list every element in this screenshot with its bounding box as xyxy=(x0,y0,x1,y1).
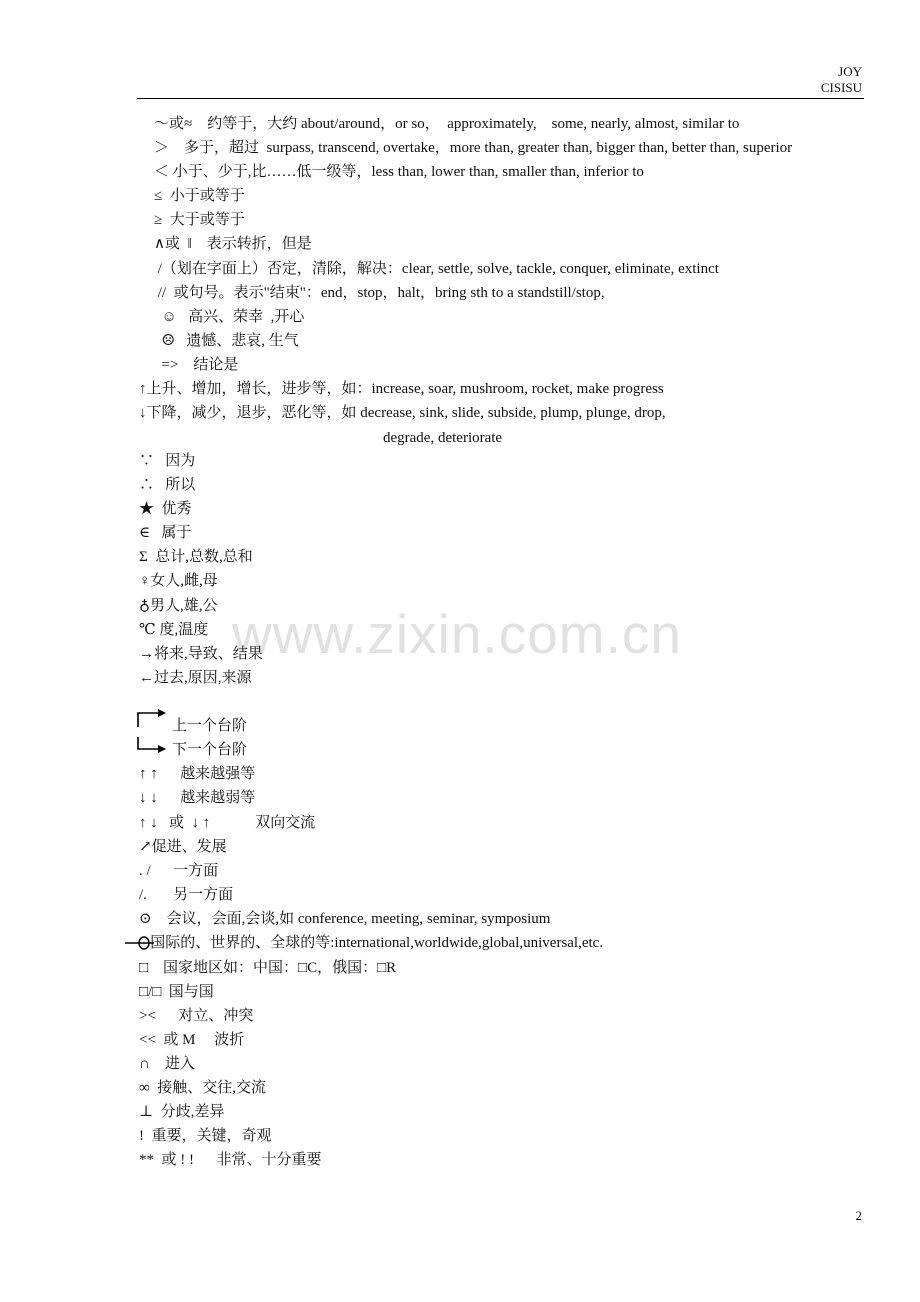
symbol-line: ♀女人,雌,母 xyxy=(139,573,218,589)
symbol-line: ** 或 ! ! 非常、十分重要 xyxy=(139,1152,322,1168)
symbol-line: ～或≈ 约等于，大约 about/around，or so， approximately, some, nearly, almost, similar to xyxy=(154,116,740,132)
symbol-line: ∞ 接触、交往,交流 xyxy=(139,1080,266,1096)
symbol-line: ＞ 多于，超过 surpass, transcend, overtake，more than, greater than, bigger than, better than, superior xyxy=(154,140,793,156)
symbol-line: ↑ ↓ 或 ↓ ↑ 双向交流 xyxy=(139,815,316,831)
symbol-line: ♁男人,雄,公 xyxy=(139,598,218,614)
step-up-arrow-icon xyxy=(136,708,170,728)
symbol-line: ↑ ↑ 越来越强等 xyxy=(139,766,256,782)
header-line-2: CISISU xyxy=(820,80,862,95)
symbol-line: 上一个台阶 xyxy=(172,718,248,734)
symbol-line: ↓ ↓ 越来越弱等 xyxy=(139,790,256,806)
symbol-line: ∩ 进入 xyxy=(139,1056,195,1072)
symbol-line: →将来,导致、结果 xyxy=(139,646,263,662)
symbol-line: degrade, deteriorate xyxy=(383,430,503,446)
header-line-1: JOY xyxy=(838,64,862,79)
symbol-line: /（划在字面上）否定，清除，解决：clear, settle, solve, tackle, conquer, eliminate, extinct xyxy=(154,261,719,277)
symbol-line: << 或 M 波折 xyxy=(139,1032,245,1048)
symbol-line: ←过去,原因,来源 xyxy=(139,670,252,686)
symbol-line: ℃ 度,温度 xyxy=(139,622,209,638)
symbol-line: // 或句号。表示"结束"：end，stop，halt，bring sth to a standstill/stop, xyxy=(154,285,605,301)
symbol-line: ∴ 所以 xyxy=(139,477,196,493)
symbol-line: ☹ 遗憾、悲哀, 生气 xyxy=(154,333,299,349)
symbol-line: ☺ 高兴、荣幸 ,开心 xyxy=(154,309,305,325)
symbol-line: /. 另一方面 xyxy=(139,887,234,903)
symbol-line: ≥ 大于或等于 xyxy=(154,212,245,228)
symbol-line: Σ 总计,总数,总和 xyxy=(139,549,253,565)
symbol-line: => 结论是 xyxy=(154,357,239,373)
symbol-line: ↗促进、发展 xyxy=(139,839,227,855)
symbol-line: ＜ 小于、少于,比……低一级等，less than, lower than, smaller than, inferior to xyxy=(154,164,644,180)
symbol-line: ↓下降，减少，退步，恶化等，如 decrease, sink, slide, subside, plump, plunge, drop, xyxy=(139,405,666,421)
symbol-line: ∈ 属于 xyxy=(139,525,192,541)
symbol-line: ★ 优秀 xyxy=(139,501,192,517)
symbol-line: ⊙ 会议，会面,会谈,如 conference, meeting, seminar, symposium xyxy=(139,911,551,927)
header-rule xyxy=(137,98,864,99)
symbol-line: □/□ 国与国 xyxy=(139,984,214,1000)
symbol-line: ∧或 ‖ 表示转折，但是 xyxy=(154,236,312,252)
watermark: www.zixin.com.cn xyxy=(232,603,682,665)
symbol-line: 下一个台阶 xyxy=(172,742,248,758)
page-header xyxy=(821,64,862,96)
symbol-line: ⊥ 分歧,差异 xyxy=(139,1104,225,1120)
symbol-line: ∵ 因为 xyxy=(139,453,196,469)
step-down-arrow-icon xyxy=(136,736,170,756)
symbol-line: >< 对立、冲突 xyxy=(139,1008,254,1024)
page-number: 2 xyxy=(855,1208,862,1223)
symbol-line: ↑上升、增加，增长，进步等，如：increase, soar, mushroom, rocket, make progress xyxy=(139,381,664,397)
symbol-line: □ 国家地区如：中国：□C，俄国：□R xyxy=(139,960,397,976)
symbol-line: 国际的、世界的、全球的等:international,worldwide,global,universal,etc. xyxy=(139,935,604,951)
symbol-line: ≤ 小于或等于 xyxy=(154,188,245,204)
symbol-line: ! 重要，关键，奇观 xyxy=(139,1128,272,1144)
symbol-line: . / 一方面 xyxy=(139,863,219,879)
